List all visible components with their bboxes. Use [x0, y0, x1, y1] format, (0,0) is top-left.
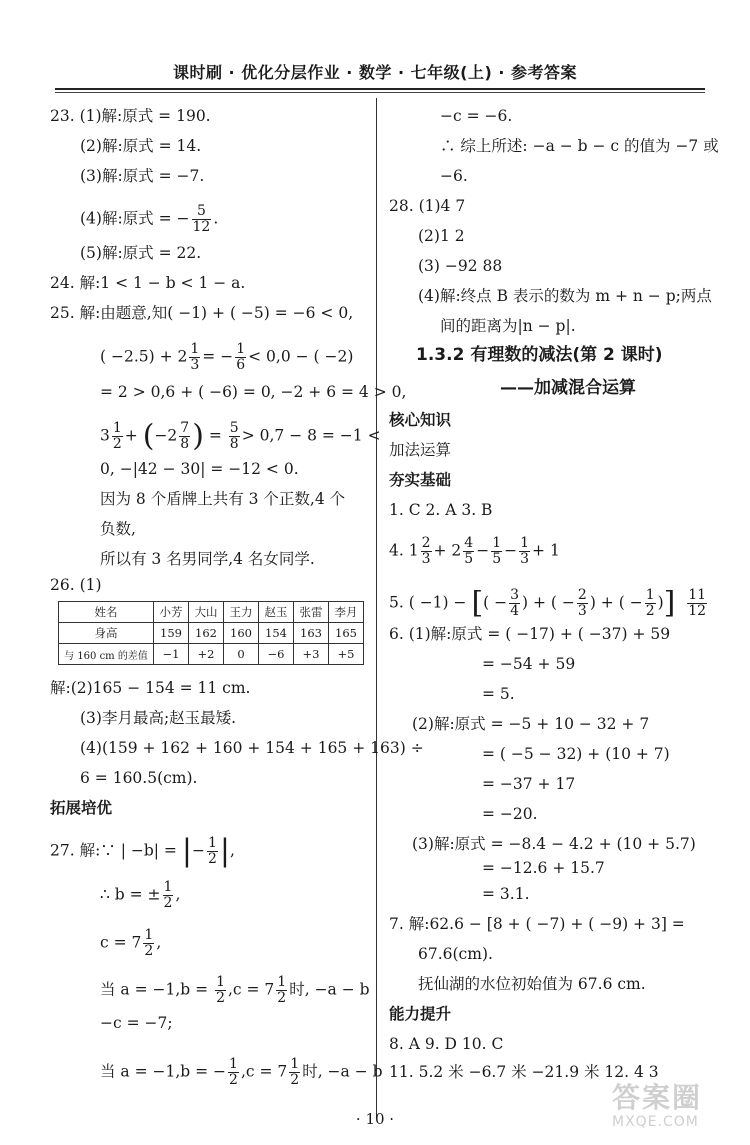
section-subtitle: ——加减混合运算	[500, 378, 636, 398]
answer-27-line3: c = 7 $\frac{1}{2}$ ,	[100, 927, 162, 959]
answer-6-1-step3: = 5.	[482, 685, 515, 703]
section-title: 1.3.2 有理数的减法(第 2 课时)	[416, 345, 663, 365]
answer-28-2: (2)1 2	[418, 227, 465, 245]
answer-27-line4: 当 a = −1,b = $\frac{1}{2}$ ,c = 7 $\frac{1}{2}$ 时, −a − b	[100, 974, 370, 1006]
answer-23-5: (5)解:原式 = 22.	[80, 244, 202, 262]
section-core: 核心知识	[389, 411, 452, 429]
page-number: · 10 ·	[355, 1110, 395, 1128]
answer-6-2-step2: = ( −5 − 32) + (10 + 7)	[482, 745, 670, 763]
answer-26-4: (4)(159 + 162 + 160 + 154 + 165 + 163) ÷	[80, 739, 424, 757]
answer-25-line1: 25. 解:由题意,知( −1) + ( −5) = −6 < 0,	[50, 304, 354, 322]
section-base: 夯实基础	[389, 471, 452, 489]
answer-27-line1: 27. 解:∵ | −b| = |− $\frac{1}{2}$ |,	[50, 833, 235, 869]
answer-25-line3: = 2 > 0,6 + ( −6) = 0, −2 + 6 = 4 > 0,	[100, 383, 407, 401]
answer-25-line5: 0, −|42 − 30| = −12 < 0.	[100, 460, 299, 478]
answer-6-3-step3: = 3.1.	[482, 885, 530, 903]
answer-6-3-step2: = −12.6 + 15.7	[482, 859, 605, 877]
header-rule-thin	[55, 92, 705, 93]
answer-1-3: 1. C 2. A 3. B	[389, 501, 493, 519]
answer-27-cont3: −6.	[440, 167, 468, 185]
answer-11-12: 11. 5.2 米 −6.7 米 −21.9 米 12. 4 3	[389, 1063, 659, 1081]
answer-6-1: 6. (1)解:原式 = ( −17) + ( −37) + 59	[389, 625, 671, 643]
height-table	[58, 601, 364, 665]
answer-5: 5. ( −1) − [( − $\frac{3}{4}$ ) + ( − $\frac{2}{3}$ ) + ( − $\frac{1}{2}$ )] $\frac{11}{12}$	[389, 585, 707, 621]
answer-6-1-step2: = −54 + 59	[482, 655, 576, 673]
core-knowledge: 加法运算	[389, 441, 452, 459]
column-divider	[376, 98, 377, 1118]
table-row: 身高 159 162 160 154 163 165	[59, 623, 364, 644]
answer-7-step2: 67.6(cm).	[418, 945, 493, 963]
answer-27-cont1: −c = −6.	[440, 107, 513, 125]
answer-27-line6: 当 a = −1,b = − $\frac{1}{2}$ ,c = 7 $\frac{1}{2}$ 时, −a − b	[100, 1056, 383, 1088]
answer-28-5: 间的距离为|n − p|.	[440, 317, 576, 335]
answer-28-3: (3) −92 88	[418, 257, 503, 275]
answer-23-3: (3)解:原式 = −7.	[80, 167, 205, 185]
page-header: 课时刷 · 优化分层作业 · 数学 · 七年级(上) · 参考答案	[172, 63, 577, 82]
answer-6-2: (2)解:原式 = −5 + 10 − 32 + 7	[412, 715, 650, 733]
answer-27-line5: −c = −7;	[100, 1014, 173, 1032]
answer-23-4: (4)解:原式 = − $\frac{5}{12}$ .	[80, 203, 219, 235]
answer-6-2-step4: = −20.	[482, 805, 538, 823]
answer-7-step3: 抚仙湖的水位初始值为 67.6 cm.	[418, 975, 646, 993]
answer-26-5: 6 = 160.5(cm).	[80, 769, 198, 787]
answer-4: 4. 1 $\frac{2}{3}$ + 2 $\frac{4}{5}$ − $\frac{1}{5}$ − $\frac{1}{3}$ + 1	[389, 535, 560, 567]
answer-8-10: 8. A 9. D 10. C	[389, 1035, 504, 1053]
answer-24: 24. 解:1 < 1 − b < 1 − a.	[50, 274, 246, 292]
answer-28-4: (4)解:终点 B 表示的数为 m + n − p;两点	[418, 287, 712, 305]
answer-25-line8: 所以有 3 名男同学,4 名女同学.	[100, 550, 315, 568]
section-extend: 拓展培优	[50, 799, 113, 817]
answer-6-2-step3: = −37 + 17	[482, 775, 576, 793]
answer-25-line2: ( −2.5) + 2 $\frac{1}{3}$ = − $\frac{1}{6}$ < 0,0 − ( −2)	[100, 341, 354, 373]
answer-25-line6: 因为 8 个盾牌上共有 3 个正数,4 个	[100, 490, 346, 508]
answer-26-3: (3)李月最高;赵玉最矮.	[80, 709, 237, 727]
section-ability: 能力提升	[389, 1005, 452, 1023]
answer-25-line7: 负数,	[100, 520, 136, 538]
answer-26-label: 26. (1)	[50, 576, 102, 594]
answer-23-2: (2)解:原式 = 14.	[80, 137, 202, 155]
answer-27-line2: ∴ b = ± $\frac{1}{2}$ ,	[100, 879, 181, 911]
table-row: 姓名 小芳 大山 王力 赵玉 张雷 李月	[59, 602, 364, 623]
answer-7: 7. 解:62.6 − [8 + ( −7) + ( −9) + 3] =	[389, 915, 685, 933]
answer-28-1: 28. (1)4 7	[389, 197, 466, 215]
table-row: 与 160 cm 的差值 −1 +2 0 −6 +3 +5	[59, 644, 364, 665]
answer-26-2: 解:(2)165 − 154 = 11 cm.	[50, 679, 251, 697]
watermark-logo: 答案圈 MXQE.COM	[612, 1081, 703, 1130]
answer-27-cont2: ∴ 综上所述: −a − b − c 的值为 −7 或	[440, 137, 719, 155]
answer-6-3: (3)解:原式 = −8.4 − 4.2 + (10 + 5.7)	[412, 835, 696, 853]
answer-23-1: 23. (1)解:原式 = 190.	[50, 107, 211, 125]
header-rule	[55, 88, 705, 90]
answer-25-line4: 3 $\frac{1}{2}$ + (−2 $\frac{7}{8}$ ) = $\frac{5}{8}$ > 0,7 − 8 = −1 <	[100, 418, 381, 454]
